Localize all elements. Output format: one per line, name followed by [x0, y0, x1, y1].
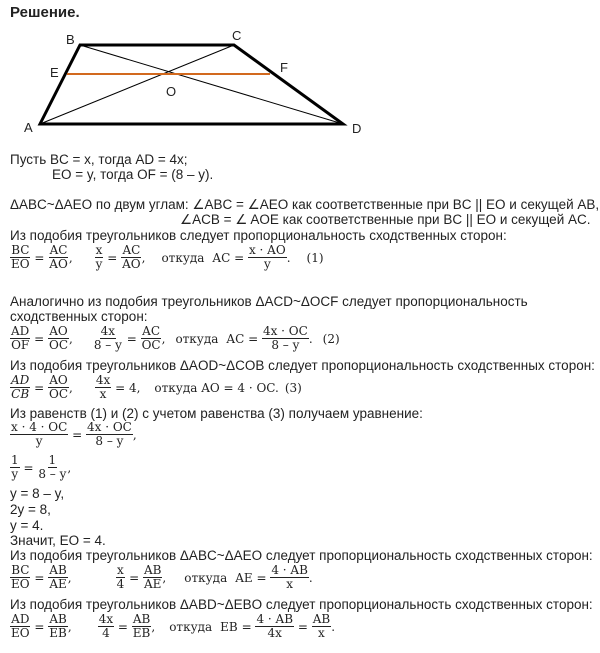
page-title: Решение.	[10, 4, 80, 21]
text-line-1: Пусть BC = x, тогда AD = 4x;	[10, 152, 188, 167]
fraction: $\frac{4 \cdot AB}{x}$	[271, 563, 308, 591]
diagonal-ac	[40, 45, 234, 124]
fraction: $\frac{4x}{4}$	[98, 612, 114, 640]
text-line-14: Из подобия треугольников ΔABD~ΔEBO следует пропорциональность сходственных сторон:	[10, 597, 593, 612]
label-o: O	[166, 84, 177, 99]
fraction: $\frac{4 \cdot AB}{4x}$	[256, 612, 294, 640]
equation-6: $\frac{BC}{EO}$ = $\frac{AB}{AE}$ , $\frac{x}{4}$ = $\frac{AB}{AE}$ , откуда AE = $\frac{4 \cdot AB}{x}$ .	[11, 563, 313, 591]
label-b: B	[66, 32, 75, 47]
fraction: $\frac{x \cdot AO}{y}$	[248, 243, 286, 271]
fraction: $\frac{1}{y}$	[11, 453, 19, 481]
solution-step-1: y = 8 – y,	[10, 486, 65, 501]
fraction: $\frac{BC}{EO}$	[11, 243, 30, 271]
fraction: $\frac{4x \cdot OC}{8 - y}$	[262, 324, 308, 352]
fraction: $\frac{AC}{AO}$	[122, 243, 141, 271]
equation-1: $\frac{BC}{EO}$ = $\frac{AC}{AO}$ , $\frac{x}{y}$ = $\frac{AC}{AO}$ , откуда AC = $\frac{x \cdot AO}{y}$ . (1)	[11, 243, 324, 271]
trapezoid-outline	[40, 45, 343, 124]
label-d: D	[352, 121, 362, 136]
fraction: $\frac{AD}{OF}$	[11, 324, 30, 352]
equation-4: $\frac{x \cdot 4 \cdot OC}{y}$ = $\frac{4x \cdot OC}{8 - y}$ ,	[11, 420, 137, 448]
text-line-10: Из равенств (1) и (2) с учетом равенства (3) получаем уравнение:	[10, 406, 423, 421]
equation-7: $\frac{AD}{EO}$ = $\frac{AB}{EB}$ , $\frac{4x}{4}$ = $\frac{AB}{EB}$ , откуда EB = $\frac{4 \cdot AB}{4x}$ = $\frac{AB}{x}$ .	[11, 612, 336, 640]
text-line-2: EO = y, тогда OF = (8 – y).	[52, 167, 214, 182]
equation-2: $\frac{AD}{OF}$ = $\frac{AO}{OC}$ , $\frac{4x}{8 - y}$ = $\frac{AC}{OC}$ , откуда AC = $\frac{4x \cdot OC}{8 - y}$ . (2)	[11, 324, 340, 352]
fraction: $\frac{AB}{EB}$	[132, 612, 151, 640]
label-e: E	[50, 65, 59, 80]
label-c: C	[232, 28, 242, 43]
text-line-6b: сходственных сторон:	[10, 309, 148, 324]
fraction: $\frac{AO}{OC}$	[48, 373, 69, 401]
fraction: $\frac{AB}{AE}$	[143, 563, 162, 591]
fraction: $\frac{AD}{EO}$	[11, 612, 30, 640]
fraction: $\frac{x \cdot 4 \cdot OC}{y}$	[11, 420, 68, 448]
text-line-8: Из подобия треугольников ΔAOD~ΔCOB следует пропорциональность сходственных сторон:	[10, 358, 595, 373]
text-line-3b: ∠ACB = ∠ AOE как соответственные при BC || EO и секущей AC.	[180, 212, 591, 227]
text-line-6a: Аналогично из подобия треугольников ΔACD~ΔOCF следует пропорциональность	[10, 294, 528, 309]
fraction: $\frac{AB}{x}$	[312, 612, 331, 640]
fraction: $\frac{AC}{AO}$	[49, 243, 68, 271]
fraction: $\frac{AC}{OC}$	[141, 324, 161, 352]
label-a: A	[24, 120, 33, 135]
fraction: $\frac{4x}{8 - y}$	[93, 324, 122, 352]
solution-step-2: 2y = 8,	[10, 502, 51, 517]
equation-5: $\frac{1}{y}$ = $\frac{1}{8 - y}$ ,	[11, 453, 72, 481]
fraction: $\frac{AO}{OC}$	[48, 324, 69, 352]
fraction: $\frac{BC}{EO}$	[11, 563, 30, 591]
solution-step-3: y = 4.	[10, 518, 44, 533]
fraction: $\frac{4x \cdot OC}{8 - y}$	[87, 420, 132, 448]
fraction: $\frac{AB}{EB}$	[49, 612, 67, 640]
label-f: F	[280, 60, 288, 75]
fraction: $\frac{1}{8 - y}$	[38, 453, 67, 481]
fraction: $\frac{AD}{CB}$	[11, 373, 30, 401]
equation-3: $\frac{AD}{CB}$ = $\frac{AO}{OC}$ , $\frac{4x}{x}$ = 4, откуда AO = 4 · OC. (3)	[11, 373, 302, 401]
text-line-3a: ΔABC~ΔAEO по двум углам: ∠ABC = ∠AEO как соответственные при BC || EO и секущей AB,	[10, 197, 600, 212]
fraction: $\frac{4x}{x}$	[95, 373, 111, 401]
diagonal-bd	[80, 45, 343, 124]
fraction: $\frac{AB}{AE}$	[49, 563, 67, 591]
text-line-12: Из подобия треугольников ΔABC~ΔAEO следует пропорциональность сходственных сторон:	[10, 548, 593, 563]
solution-step-4: Значит, EO = 4.	[10, 533, 106, 548]
fraction: $\frac{x}{4}$	[116, 563, 125, 591]
text-line-4: Из подобия треугольников следует пропорциональность сходственных сторон:	[10, 228, 507, 243]
fraction: $\frac{x}{y}$	[95, 243, 103, 271]
trapezoid-figure	[0, 20, 400, 145]
